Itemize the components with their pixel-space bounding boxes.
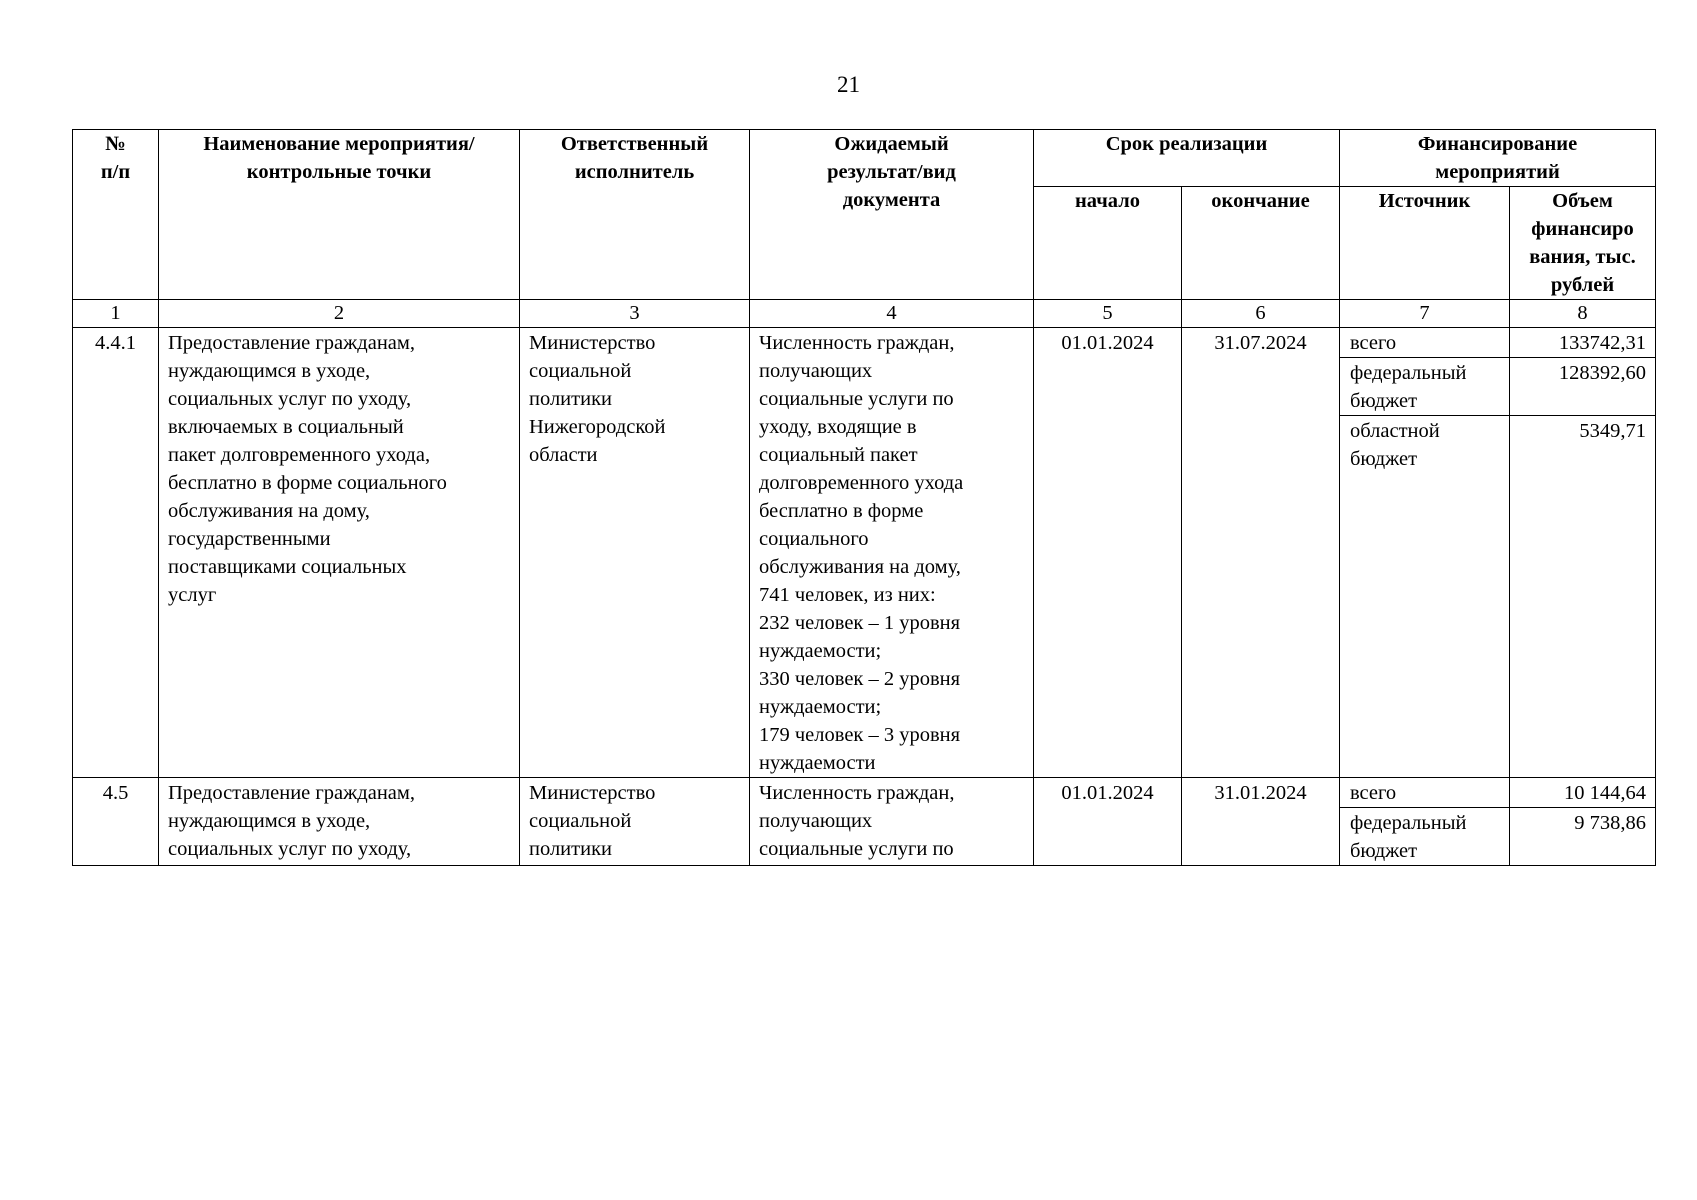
expected-result: Численность граждан, получающих социальные услуги по уходу, входящие в социальный пакет долговременного ухода бесплатно в форме социального обслуживания на дому, 741 человек, из них: 232 человек – 1 уровня нуждаемости; 330 человек – 2 уровня нуждаемости; 179 человек – 3 уровня нуждаемости: [750, 328, 1034, 778]
responsible-executor: Министерство социальной политики Нижегородской области: [520, 328, 750, 778]
start-date: 01.01.2024: [1034, 778, 1182, 866]
column-number: 7: [1340, 300, 1510, 328]
column-number: 8: [1510, 300, 1656, 328]
header-source: Источник: [1340, 187, 1510, 300]
header-row-1: [73, 130, 1656, 187]
header-financing: Финансирование мероприятий: [1340, 130, 1656, 187]
header-end: окончание: [1182, 187, 1340, 300]
column-number: 2: [159, 300, 520, 328]
table-row: [73, 328, 1656, 358]
header-start: начало: [1034, 187, 1182, 300]
activity-name: Предоставление гражданам, нуждающимся в уходе, социальных услуг по уходу, включаемых в социальный пакет долговременного ухода, бесплатно в форме социального обслуживания на дому, государственными поставщиками социальных услуг: [159, 328, 520, 778]
financing-source: федеральный бюджет: [1340, 358, 1510, 416]
page-number: 21: [837, 72, 860, 97]
header-name: Наименование мероприятия/ контрольные точки: [159, 130, 520, 300]
column-number-row: [73, 300, 1656, 328]
financing-volume: 10 144,64: [1510, 778, 1656, 808]
financing-volume: 5349,71: [1510, 416, 1656, 778]
column-number: 3: [520, 300, 750, 328]
expected-result: Численность граждан, получающих социальные услуги по: [750, 778, 1034, 866]
column-number: 4: [750, 300, 1034, 328]
header-volume: Объем финансиро вания, тыс. рублей: [1510, 187, 1656, 300]
activity-name: Предоставление гражданам, нуждающимся в уходе, социальных услуг по уходу,: [159, 778, 520, 866]
financing-volume: 9 738,86: [1510, 808, 1656, 866]
table-row: [73, 778, 1656, 808]
column-number: 6: [1182, 300, 1340, 328]
column-number: 1: [73, 300, 159, 328]
financing-volume: 133742,31: [1510, 328, 1656, 358]
financing-source: всего: [1340, 778, 1510, 808]
column-number: 5: [1034, 300, 1182, 328]
responsible-executor: Министерство социальной политики: [520, 778, 750, 866]
financing-source: федеральный бюджет: [1340, 808, 1510, 866]
financing-volume: 128392,60: [1510, 358, 1656, 416]
financing-source: всего: [1340, 328, 1510, 358]
header-executor: Ответственный исполнитель: [520, 130, 750, 300]
end-date: 31.01.2024: [1182, 778, 1340, 866]
start-date: 01.01.2024: [1034, 328, 1182, 778]
financing-source: областной бюджет: [1340, 416, 1510, 778]
row-number: 4.5: [73, 778, 159, 866]
activities-table: [72, 129, 1656, 866]
header-result: Ожидаемый результат/вид документа: [750, 130, 1034, 300]
header-number: № п/п: [73, 130, 159, 300]
end-date: 31.07.2024: [1182, 328, 1340, 778]
header-term: Срок реализации: [1034, 130, 1340, 187]
row-number: 4.4.1: [73, 328, 159, 778]
